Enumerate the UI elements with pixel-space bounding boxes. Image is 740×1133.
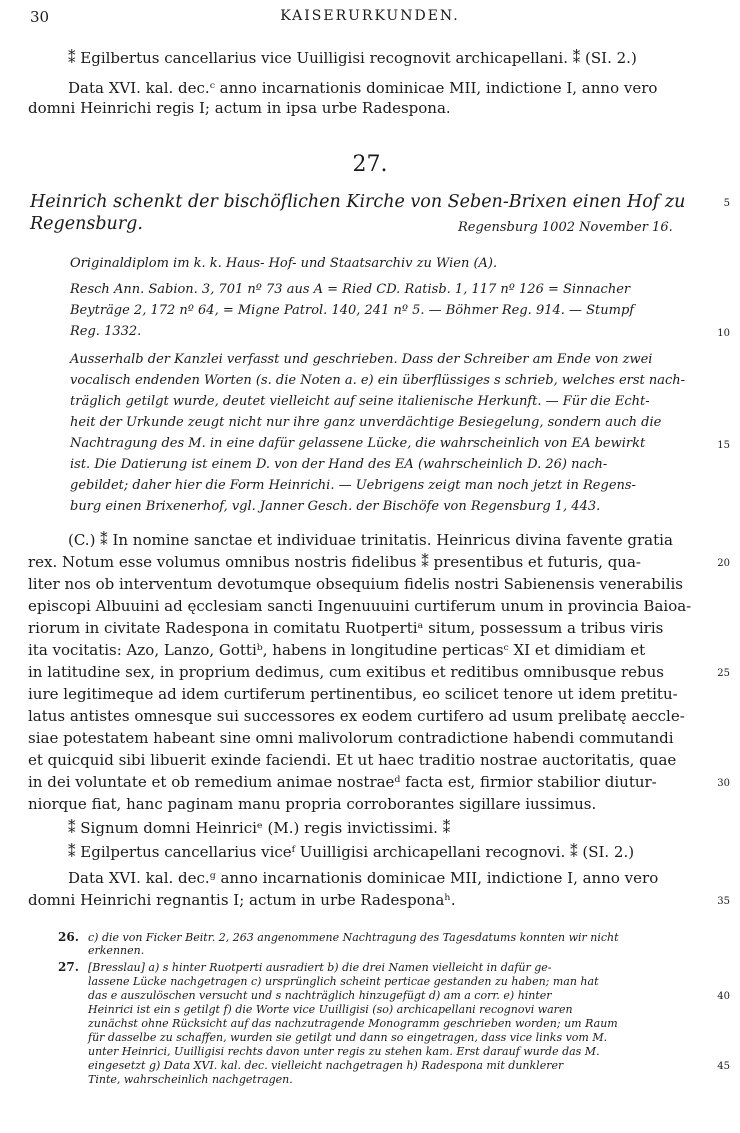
source-line-1: Originaldiplom im k. k. Haus- Hof- und Staatsarchiv zu Wien (A). xyxy=(70,256,498,271)
commentary-line: ist. Die Datierung ist einem D. von der Hand des EA (wahrscheinlich D. 26) nach- xyxy=(70,457,608,472)
line-number-15: 15 xyxy=(717,440,730,451)
commentary-line: burg einen Brixenerhof, vgl. Janner Gesch. der Bischöfe von Regensburg 1, 443. xyxy=(70,499,601,514)
line-number-20: 20 xyxy=(717,558,730,569)
text-line: riorum in civitate Radespona in comitatu Ruotpertiᵃ situm, possessum a tribus viris xyxy=(28,619,664,637)
running-title: KAISERURKUNDEN. xyxy=(280,8,460,24)
commentary-line: vocalisch endenden Worten (s. die Noten a. e) ein überflüssiges s schrieb, welches erst nach- xyxy=(70,373,686,388)
document-number: 27. xyxy=(352,152,388,177)
line-number-35: 35 xyxy=(717,896,730,907)
text-line: (C.) ⁑ In nomine sanctae et individuae trinitatis. Heinricus divina favente gratia xyxy=(68,531,673,549)
note-27-line: eingesetzt g) Data XVI. kal. dec. vielleicht nachgetragen h) Radespona mit dunklerer xyxy=(88,1059,564,1072)
source-line-4: Reg. 1332. xyxy=(70,324,142,339)
note-26-line-1: c) die von Ficker Beitr. 2, 263 angenommene Nachtragung des Tagesdatums konnten wir nicht xyxy=(88,931,619,944)
dating-line-1: Data XVI. kal. dec.ᵍ anno incarnationis dominicae MII, indictione I, anno vero xyxy=(68,869,659,887)
note-27-line: [Bresslau] a) s hinter Ruotperti ausradiert b) die drei Namen vielleicht in dafür ge- xyxy=(88,961,552,974)
commentary-line: Ausserhalb der Kanzlei verfasst und geschrieben. Dass der Schreiber am Ende von zwei xyxy=(70,352,653,367)
text-line: siae potestatem habeant sine omni malivolorum contradictione habendi commutandi xyxy=(28,729,674,747)
line-number-5: 5 xyxy=(723,198,730,209)
note-27-line: das e auszulöschen versucht und s nachträglich hinzugefügt d) am a corr. e) hinter xyxy=(88,989,552,1002)
note-27-line: Tinte, wahrscheinlich nachgetragen. xyxy=(88,1073,293,1086)
text-line: ita vocitatis: Azo, Lanzo, Gottiᵇ, habens in longitudine perticasᶜ XI et dimidiam et xyxy=(28,641,646,659)
recognition-line: ⁑ Egilpertus cancellarius viceᶠ Uuilligisi archicapellani recognovi. ⁑ (SI. 2.) xyxy=(68,843,635,861)
place-date: Regensburg 1002 November 16. xyxy=(458,220,673,235)
text-line: latus antistes omnesque sui successores ex eodem curtifero ad usum prelibatę aeccle- xyxy=(28,707,685,725)
text-line: et quicquid sibi libuerit exinde faciendi. Et ut haec traditio nostrae auctoritatis, quae xyxy=(28,751,677,769)
doc-title-line-1: Heinrich schenkt der bischöflichen Kirche von Seben-Brixen einen Hof zu xyxy=(30,192,686,212)
commentary-line: träglich getilgt wurde, deutet vielleicht auf seine italienische Herkunft. — Für die Echt- xyxy=(70,394,650,409)
commentary-line: heit der Urkunde zeugt nicht nur ihre ganz unverdächtige Besiegelung, sondern auch die xyxy=(70,415,662,430)
text-line: rex. Notum esse volumus omnibus nostris fidelibus ⁑ presentibus et futuris, qua- xyxy=(28,553,641,571)
note-27-line: Heinrici ist ein s getilgt f) die Worte vice Uuilligisi (so) archicapellani recognovi waren xyxy=(88,1003,573,1016)
line-number-30: 30 xyxy=(717,778,730,789)
text-line: in latitudine sex, in proprium dedimus, cum exitibus et reditibus omnibusque rebus xyxy=(28,663,665,681)
signum-line: ⁑ Signum domni Heinriciᵉ (M.) regis invictissimi. ⁑ xyxy=(68,819,451,837)
note-26-label: 26. xyxy=(58,930,79,944)
prev-dating-line-1: Data XVI. kal. dec.ᶜ anno incarnationis dominicae MII, indictione I, anno vero xyxy=(68,79,658,97)
source-line-2: Resch Ann. Sabion. 3, 701 nº 73 aus A = Ried CD. Ratisb. 1, 117 nº 126 = Sinnacher xyxy=(70,282,631,297)
commentary-line: Nachtragung des M. in eine dafür gelassene Lücke, die wahrscheinlich von EA bewirkt xyxy=(70,436,646,451)
note-27-line: unter Heinrici, Uuilligisi rechts davon unter regis zu stehen kam. Erst darauf wurde das M. xyxy=(88,1045,600,1058)
doc-title-line-2: Regensburg. xyxy=(30,214,143,234)
text-line: episcopi Albuuini ad ęcclesiam sancti Ingenuuuini curtiferum unum in provincia Baioa- xyxy=(28,597,692,615)
text-line: iure legitimeque ad idem curtiferum pertinentibus, eo scilicet tenore ut idem pretitu- xyxy=(28,685,678,703)
text-line: liter nos ob interventum devotumque obsequium fidelis nostri Sabienensis venerabilis xyxy=(28,575,683,593)
prev-recognition-line: ⁑ Egilbertus cancellarius vice Uuilligisi recognovit archicapellani. ⁑ (SI. 2.) xyxy=(68,49,637,67)
line-number-25: 25 xyxy=(717,668,730,679)
prev-dating-line-2: domni Heinrichi regis I; actum in ipsa urbe Radespona. xyxy=(28,99,451,117)
line-number-10: 10 xyxy=(717,328,730,339)
note-27-line: zunächst ohne Rücksicht auf das nachzutragende Monogramm geschrieben worden; um Raum xyxy=(88,1017,618,1030)
dating-line-2: domni Heinrichi regnantis I; actum in urbe Radesponaʰ. xyxy=(28,891,456,909)
source-line-3: Beyträge 2, 172 nº 64, = Migne Patrol. 140, 241 nº 5. — Böhmer Reg. 914. — Stumpf xyxy=(70,303,635,318)
note-27-line: für dasselbe zu schaffen, wurden sie getilgt und dann so eingetragen, dass vice links vom M. xyxy=(88,1031,608,1044)
note-27-line: lassene Lücke nachgetragen c) ursprünglich scheint perticae gestanden zu haben; man hat xyxy=(88,975,599,988)
page-number: 30 xyxy=(30,8,50,26)
text-line: in dei voluntate et ob remedium animae nostraeᵈ facta est, firmior stabilior diutur- xyxy=(28,773,657,791)
text-line: niorque fiat, hanc paginam manu propria corroborantes sigillare iussimus. xyxy=(28,795,597,813)
note-26-line-2: erkennen. xyxy=(88,944,145,957)
note-27-label: 27. xyxy=(58,960,79,974)
line-number-40: 40 xyxy=(717,991,730,1002)
commentary-line: gebildet; daher hier die Form Heinrichi. — Uebrigens zeigt man noch jetzt in Regens- xyxy=(70,478,636,493)
line-number-45: 45 xyxy=(717,1061,730,1072)
